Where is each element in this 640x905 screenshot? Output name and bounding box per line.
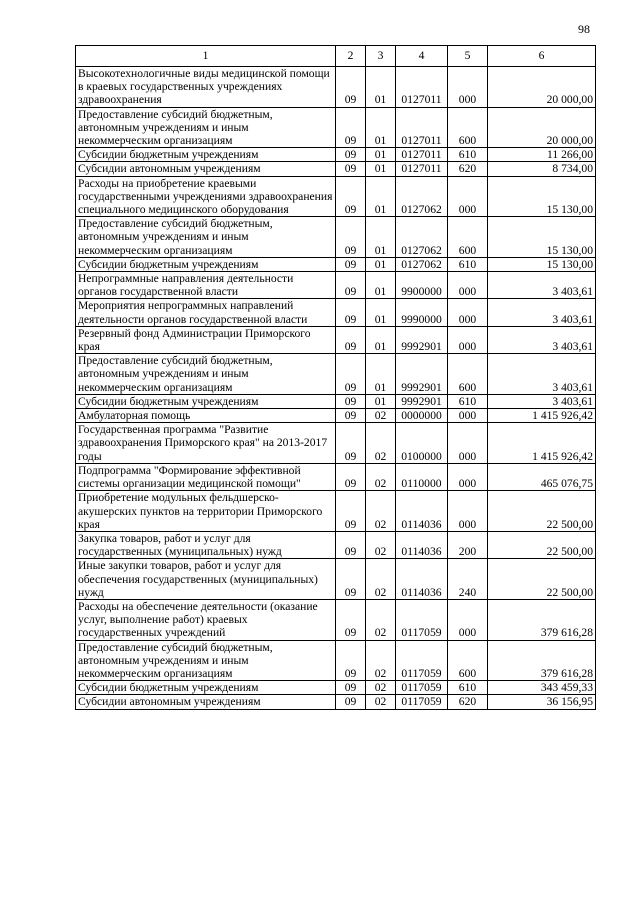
amount-cell: 22 500,00 bbox=[488, 531, 596, 558]
subsection-code-cell: 01 bbox=[366, 176, 396, 217]
expense-name-cell: Предоставление субсидий бюджетным, автономным учреждениям и иным некоммерческим организациям bbox=[76, 217, 336, 258]
target-article-cell: 0127062 bbox=[396, 176, 448, 217]
subsection-code-cell: 02 bbox=[366, 531, 396, 558]
expense-type-cell: 600 bbox=[448, 640, 488, 681]
table-row bbox=[76, 299, 596, 326]
amount-cell: 15 130,00 bbox=[488, 176, 596, 217]
expense-name-cell: Высокотехнологичные виды медицинской помощи в краевых государственных учреждениях здравоохранения bbox=[76, 67, 336, 108]
table-row bbox=[76, 640, 596, 681]
expense-name-cell: Мероприятия непрограммных направлений деятельности органов государственной власти bbox=[76, 299, 336, 326]
section-code-cell: 09 bbox=[336, 599, 366, 640]
subsection-code-cell: 01 bbox=[366, 257, 396, 271]
subsection-code-cell: 01 bbox=[366, 148, 396, 162]
section-code-cell: 09 bbox=[336, 67, 366, 108]
amount-cell: 3 403,61 bbox=[488, 394, 596, 408]
expense-type-cell: 000 bbox=[448, 67, 488, 108]
subsection-code-cell: 01 bbox=[366, 394, 396, 408]
section-code-cell: 09 bbox=[336, 640, 366, 681]
table-row bbox=[76, 559, 596, 600]
expense-type-cell: 600 bbox=[448, 354, 488, 395]
target-article-cell: 0127011 bbox=[396, 148, 448, 162]
target-article-cell: 0110000 bbox=[396, 463, 448, 490]
amount-cell: 20 000,00 bbox=[488, 107, 596, 148]
expense-name-cell: Закупка товаров, работ и услуг для государственных (муниципальных) нужд bbox=[76, 531, 336, 558]
table-row bbox=[76, 531, 596, 558]
expense-name-cell: Предоставление субсидий бюджетным, автономным учреждениям и иным некоммерческим организациям bbox=[76, 640, 336, 681]
section-code-cell: 09 bbox=[336, 176, 366, 217]
amount-cell: 11 266,00 bbox=[488, 148, 596, 162]
section-code-cell: 09 bbox=[336, 695, 366, 709]
amount-cell: 343 459,33 bbox=[488, 681, 596, 695]
amount-cell: 36 156,95 bbox=[488, 695, 596, 709]
table-row bbox=[76, 148, 596, 162]
section-code-cell: 09 bbox=[336, 107, 366, 148]
section-code-cell: 09 bbox=[336, 423, 366, 464]
target-article-cell: 9992901 bbox=[396, 326, 448, 353]
subsection-code-cell: 01 bbox=[366, 272, 396, 299]
target-article-cell: 0117059 bbox=[396, 640, 448, 681]
expense-type-cell: 600 bbox=[448, 217, 488, 258]
amount-cell: 1 415 926,42 bbox=[488, 409, 596, 423]
expense-type-cell: 610 bbox=[448, 394, 488, 408]
section-code-cell: 09 bbox=[336, 681, 366, 695]
table-row bbox=[76, 176, 596, 217]
expense-type-cell: 240 bbox=[448, 559, 488, 600]
target-article-cell: 0117059 bbox=[396, 681, 448, 695]
expense-type-cell: 000 bbox=[448, 463, 488, 490]
column-header-1: 1 bbox=[76, 46, 336, 67]
subsection-code-cell: 01 bbox=[366, 67, 396, 108]
subsection-code-cell: 01 bbox=[366, 107, 396, 148]
section-code-cell: 09 bbox=[336, 148, 366, 162]
expense-name-cell: Расходы на обеспечение деятельности (оказание услуг, выполнение работ) краевых государственных учреждений bbox=[76, 599, 336, 640]
table-row bbox=[76, 257, 596, 271]
expense-name-cell: Предоставление субсидий бюджетным, автономным учреждениям и иным некоммерческим организациям bbox=[76, 354, 336, 395]
section-code-cell: 09 bbox=[336, 272, 366, 299]
table-row bbox=[76, 423, 596, 464]
section-code-cell: 09 bbox=[336, 299, 366, 326]
target-article-cell: 0114036 bbox=[396, 491, 448, 532]
subsection-code-cell: 02 bbox=[366, 491, 396, 532]
section-code-cell: 09 bbox=[336, 354, 366, 395]
subsection-code-cell: 01 bbox=[366, 162, 396, 176]
target-article-cell: 0127062 bbox=[396, 217, 448, 258]
expense-type-cell: 610 bbox=[448, 681, 488, 695]
table-row bbox=[76, 599, 596, 640]
amount-cell: 8 734,00 bbox=[488, 162, 596, 176]
header-row bbox=[76, 46, 596, 67]
expense-type-cell: 610 bbox=[448, 257, 488, 271]
subsection-code-cell: 02 bbox=[366, 409, 396, 423]
subsection-code-cell: 02 bbox=[366, 681, 396, 695]
target-article-cell: 9900000 bbox=[396, 272, 448, 299]
subsection-code-cell: 01 bbox=[366, 299, 396, 326]
expense-type-cell: 000 bbox=[448, 299, 488, 326]
expense-name-cell: Амбулаторная помощь bbox=[76, 409, 336, 423]
expense-name-cell: Субсидии бюджетным учреждениям bbox=[76, 681, 336, 695]
expense-name-cell: Предоставление субсидий бюджетным, автономным учреждениям и иным некоммерческим организациям bbox=[76, 107, 336, 148]
column-header-2: 2 bbox=[336, 46, 366, 67]
target-article-cell: 9992901 bbox=[396, 354, 448, 395]
section-code-cell: 09 bbox=[336, 409, 366, 423]
table-body bbox=[76, 67, 596, 710]
amount-cell: 22 500,00 bbox=[488, 559, 596, 600]
amount-cell: 3 403,61 bbox=[488, 326, 596, 353]
expense-name-cell: Субсидии бюджетным учреждениям bbox=[76, 394, 336, 408]
column-header-3: 3 bbox=[366, 46, 396, 67]
expense-name-cell: Субсидии бюджетным учреждениям bbox=[76, 148, 336, 162]
amount-cell: 20 000,00 bbox=[488, 67, 596, 108]
section-code-cell: 09 bbox=[336, 257, 366, 271]
amount-cell: 379 616,28 bbox=[488, 640, 596, 681]
table-row bbox=[76, 217, 596, 258]
table-row bbox=[76, 681, 596, 695]
subsection-code-cell: 01 bbox=[366, 217, 396, 258]
subsection-code-cell: 01 bbox=[366, 326, 396, 353]
expense-name-cell: Субсидии автономным учреждениям bbox=[76, 162, 336, 176]
amount-cell: 3 403,61 bbox=[488, 272, 596, 299]
subsection-code-cell: 02 bbox=[366, 559, 396, 600]
expense-name-cell: Субсидии бюджетным учреждениям bbox=[76, 257, 336, 271]
expense-type-cell: 000 bbox=[448, 326, 488, 353]
expense-type-cell: 000 bbox=[448, 272, 488, 299]
target-article-cell: 0127011 bbox=[396, 107, 448, 148]
table-row bbox=[76, 409, 596, 423]
table-row bbox=[76, 67, 596, 108]
target-article-cell: 0127011 bbox=[396, 162, 448, 176]
table-row bbox=[76, 107, 596, 148]
section-code-cell: 09 bbox=[336, 217, 366, 258]
section-code-cell: 09 bbox=[336, 162, 366, 176]
expense-type-cell: 000 bbox=[448, 409, 488, 423]
expense-name-cell: Непрограммные направления деятельности органов государственной власти bbox=[76, 272, 336, 299]
table-row bbox=[76, 394, 596, 408]
section-code-cell: 09 bbox=[336, 559, 366, 600]
expense-name-cell: Резервный фонд Администрации Приморского края bbox=[76, 326, 336, 353]
expense-type-cell: 600 bbox=[448, 107, 488, 148]
table-row bbox=[76, 326, 596, 353]
table-row bbox=[76, 162, 596, 176]
amount-cell: 3 403,61 bbox=[488, 354, 596, 395]
section-code-cell: 09 bbox=[336, 326, 366, 353]
expense-name-cell: Приобретение модульных фельдшерско-акушерских пунктов на территории Приморского края bbox=[76, 491, 336, 532]
target-article-cell: 0114036 bbox=[396, 559, 448, 600]
amount-cell: 3 403,61 bbox=[488, 299, 596, 326]
expense-type-cell: 000 bbox=[448, 176, 488, 217]
target-article-cell: 9992901 bbox=[396, 394, 448, 408]
target-article-cell: 0127011 bbox=[396, 67, 448, 108]
subsection-code-cell: 02 bbox=[366, 463, 396, 490]
budget-table bbox=[75, 45, 596, 710]
page-number: 98 bbox=[578, 22, 590, 36]
expense-type-cell: 000 bbox=[448, 491, 488, 532]
expense-name-cell: Расходы на приобретение краевыми государственными учреждениями здравоохранения специального медицинского оборудования bbox=[76, 176, 336, 217]
section-code-cell: 09 bbox=[336, 491, 366, 532]
table-row bbox=[76, 272, 596, 299]
amount-cell: 22 500,00 bbox=[488, 491, 596, 532]
expense-name-cell: Иные закупки товаров, работ и услуг для обеспечения государственных (муниципальных) нужд bbox=[76, 559, 336, 600]
target-article-cell: 0117059 bbox=[396, 599, 448, 640]
target-article-cell: 0114036 bbox=[396, 531, 448, 558]
target-article-cell: 0100000 bbox=[396, 423, 448, 464]
subsection-code-cell: 01 bbox=[366, 354, 396, 395]
target-article-cell: 0127062 bbox=[396, 257, 448, 271]
column-header-5: 5 bbox=[448, 46, 488, 67]
amount-cell: 15 130,00 bbox=[488, 217, 596, 258]
table-row bbox=[76, 354, 596, 395]
expense-type-cell: 620 bbox=[448, 162, 488, 176]
expense-name-cell: Государственная программа "Развитие здравоохранения Приморского края" на 2013-2017 годы bbox=[76, 423, 336, 464]
column-header-6: 6 bbox=[488, 46, 596, 67]
table-row bbox=[76, 463, 596, 490]
target-article-cell: 0000000 bbox=[396, 409, 448, 423]
section-code-cell: 09 bbox=[336, 394, 366, 408]
expense-type-cell: 200 bbox=[448, 531, 488, 558]
expense-type-cell: 620 bbox=[448, 695, 488, 709]
section-code-cell: 09 bbox=[336, 463, 366, 490]
expense-name-cell: Субсидии автономным учреждениям bbox=[76, 695, 336, 709]
table-row bbox=[76, 491, 596, 532]
table-row bbox=[76, 695, 596, 709]
expense-type-cell: 000 bbox=[448, 423, 488, 464]
amount-cell: 15 130,00 bbox=[488, 257, 596, 271]
expense-type-cell: 610 bbox=[448, 148, 488, 162]
expense-type-cell: 000 bbox=[448, 599, 488, 640]
amount-cell: 1 415 926,42 bbox=[488, 423, 596, 464]
amount-cell: 465 076,75 bbox=[488, 463, 596, 490]
subsection-code-cell: 02 bbox=[366, 695, 396, 709]
column-header-4: 4 bbox=[396, 46, 448, 67]
target-article-cell: 9990000 bbox=[396, 299, 448, 326]
expense-name-cell: Подпрограмма "Формирование эффективной системы организации медицинской помощи" bbox=[76, 463, 336, 490]
amount-cell: 379 616,28 bbox=[488, 599, 596, 640]
subsection-code-cell: 02 bbox=[366, 599, 396, 640]
subsection-code-cell: 02 bbox=[366, 640, 396, 681]
section-code-cell: 09 bbox=[336, 531, 366, 558]
target-article-cell: 0117059 bbox=[396, 695, 448, 709]
subsection-code-cell: 02 bbox=[366, 423, 396, 464]
